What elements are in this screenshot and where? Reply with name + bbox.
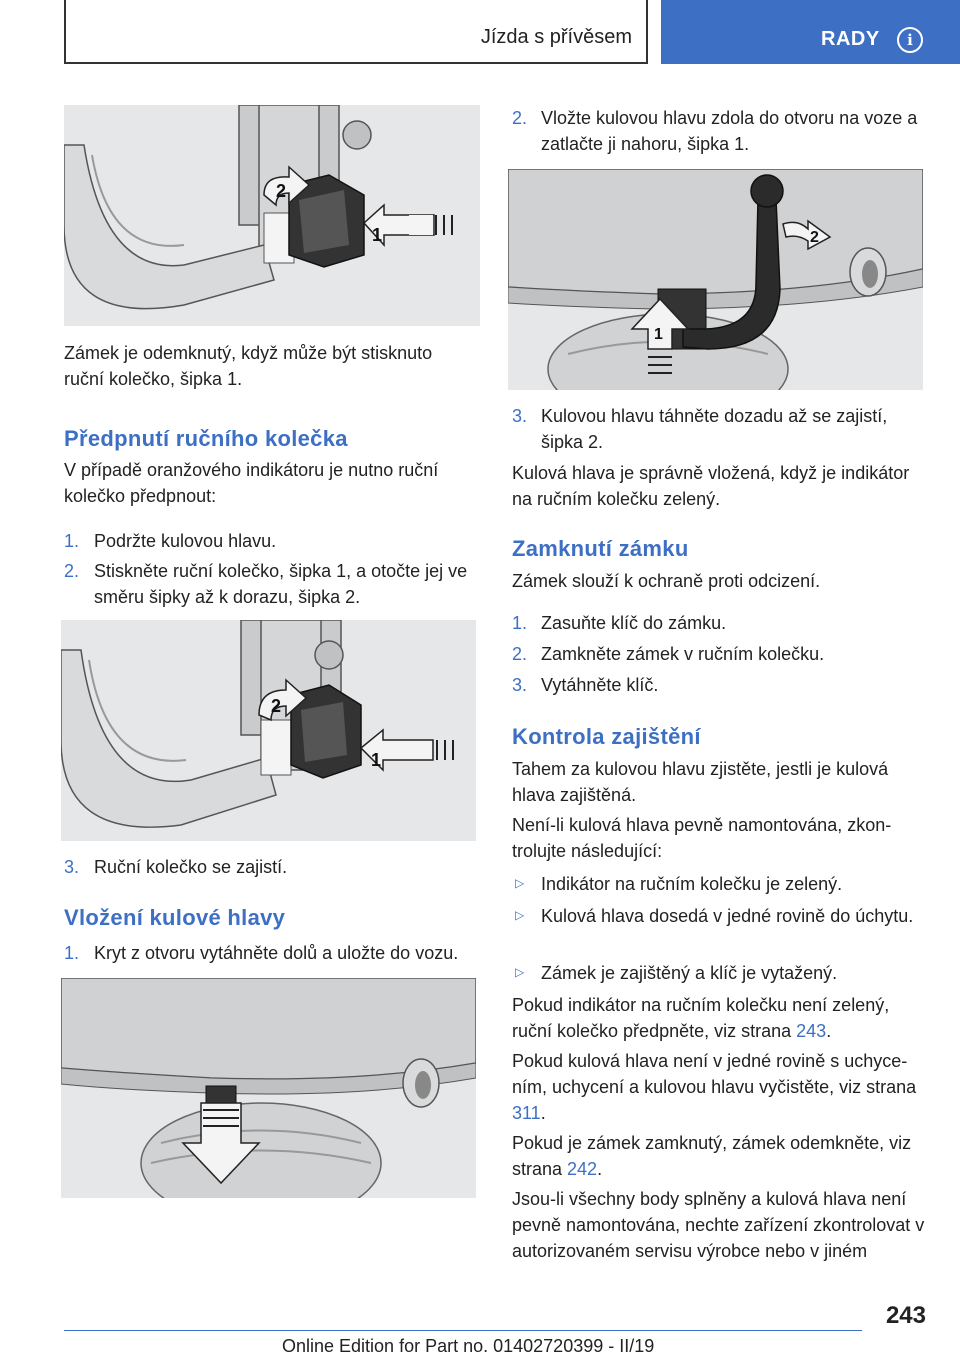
step-text: Vytáhněte klíč. <box>541 675 659 695</box>
footer-divider <box>64 1330 862 1331</box>
arrow-1-label: 1 <box>654 326 663 343</box>
step-text: Zamkněte zámek v ručním kolečku. <box>541 644 825 664</box>
section-title: Jízda s přívěsem <box>480 26 632 48</box>
tips-tab[interactable] <box>661 0 960 64</box>
text-span: Pokud je zámek zamknutý, zámek odemkněte, viz strana <box>512 1133 912 1179</box>
step-text: Vložte kulovou hlavu zdola do otvoru na voze a zatlačte ji nahoru, šipka 1. <box>541 108 918 154</box>
heading-lock: Zamknutí zámku <box>512 536 689 561</box>
info-icon[interactable]: i <box>897 27 923 53</box>
footer-edition: Online Edition for Part no. 01402720399 - II/19 <box>282 1336 655 1356</box>
text-span: . <box>826 1021 832 1041</box>
page-link-243[interactable]: 243 <box>796 1021 827 1041</box>
figure-handwheel-rotate <box>61 620 476 841</box>
step-text: Podržte kulovou hlavu. <box>94 531 277 551</box>
arrow-1-label: 1 <box>371 750 382 770</box>
paragraph-pretension: V případě oranžového indikátoru je nutno ruční kolečko předpnout: <box>64 460 439 506</box>
step-text: Zasuňte klíč do zámku. <box>541 613 727 633</box>
text-span: . <box>597 1159 603 1179</box>
paragraph-indicator-not-green <box>512 992 927 1044</box>
paragraph-lock-purpose: Zámek slouží k ochraně proti odcizení. <box>512 571 821 591</box>
step-number: 1. <box>64 943 80 963</box>
text-span: Pokud indikátor na ručním kolečku není zelený, ruční kolečko předpněte, viz strana <box>512 995 890 1041</box>
text-span: Pokud kulová hlava není v jedné rovině s uchycením, uchycení a kulovou hlavu vyčistěte, viz strana <box>512 1051 917 1097</box>
step-text: Kulovou hlavu táhněte dozadu až se zajistí, šipka 2. <box>541 406 888 452</box>
step-text: Stiskněte ruční kolečko, šipka 1, a otočte jej ve směru šipky až k dorazu, šipka 2. <box>94 561 468 607</box>
bullet-triangle-icon: ▷ <box>515 908 525 922</box>
step-number: 3. <box>64 857 80 877</box>
bullet-triangle-icon: ▷ <box>515 876 525 890</box>
bullet-triangle-icon: ▷ <box>515 965 525 979</box>
step-number: 1. <box>64 531 80 551</box>
arrow-2-label: 2 <box>271 696 282 716</box>
heading-insert-ball: Vložení kulové hlavy <box>64 905 286 930</box>
paragraph-service: Jsou-li všechny body splněny a kulová hlava není pevně namontována, nechte zařízení zkontrolovat v autorizovaném servisu výrobce nebo v jiném <box>512 1189 925 1261</box>
tips-tab-label: RADY <box>821 28 880 50</box>
step-number: 2. <box>512 644 528 664</box>
check-item: Kulová hlava dosedá v jedné rovině do úchytu. <box>541 906 914 926</box>
heading-pretension: Předpnutí ručního kolečka <box>64 426 348 451</box>
step-text: Ruční kolečko se zajistí. <box>94 857 288 877</box>
paragraph-lock-locked <box>512 1130 927 1182</box>
paragraph-unlocked: Zámek je odemknutý, když může být stisknuto ruční kolečko, šipka 1. <box>64 343 433 389</box>
step-number: 1. <box>512 613 528 633</box>
arrow-1-label: 1 <box>372 225 383 245</box>
header-section-box <box>64 0 648 64</box>
figure-handwheel-pressed <box>64 105 480 326</box>
heading-check: Kontrola zajištění <box>512 724 701 749</box>
step-number: 3. <box>512 406 528 426</box>
step-number: 2. <box>512 108 528 128</box>
figure-insert-ball-head <box>508 169 923 390</box>
figure-cover-removal <box>61 978 476 1198</box>
page-number: 243 <box>885 1302 926 1329</box>
step-number: 2. <box>64 561 80 581</box>
paragraph-correct-insert: Kulová hlava je správně vložená, když je indikátor na ručním kolečku zelený. <box>512 463 910 509</box>
paragraph-check: Tahem za kulovou hlavu zjistěte, jestli je kulová hlava zajištěná. <box>512 759 889 805</box>
check-item: Zámek je zajištěný a klíč je vytažený. <box>541 963 838 983</box>
paragraph-not-flush <box>512 1048 927 1126</box>
page-link-311[interactable]: 311 <box>512 1103 541 1123</box>
check-item: Indikátor na ručním kolečku je zelený. <box>541 874 843 894</box>
arrow-2-label: 2 <box>810 229 819 246</box>
arrow-2-label: 2 <box>276 181 287 201</box>
page-link-242[interactable]: 242 <box>567 1159 598 1179</box>
text-span: . <box>540 1103 546 1123</box>
paragraph-not-mounted: Není-li kulová hlava pevně namontována, zkontrolujte následující: <box>512 815 892 861</box>
step-number: 3. <box>512 675 528 695</box>
step-text: Kryt z otvoru vytáhněte dolů a uložte do vozu. <box>94 943 459 963</box>
